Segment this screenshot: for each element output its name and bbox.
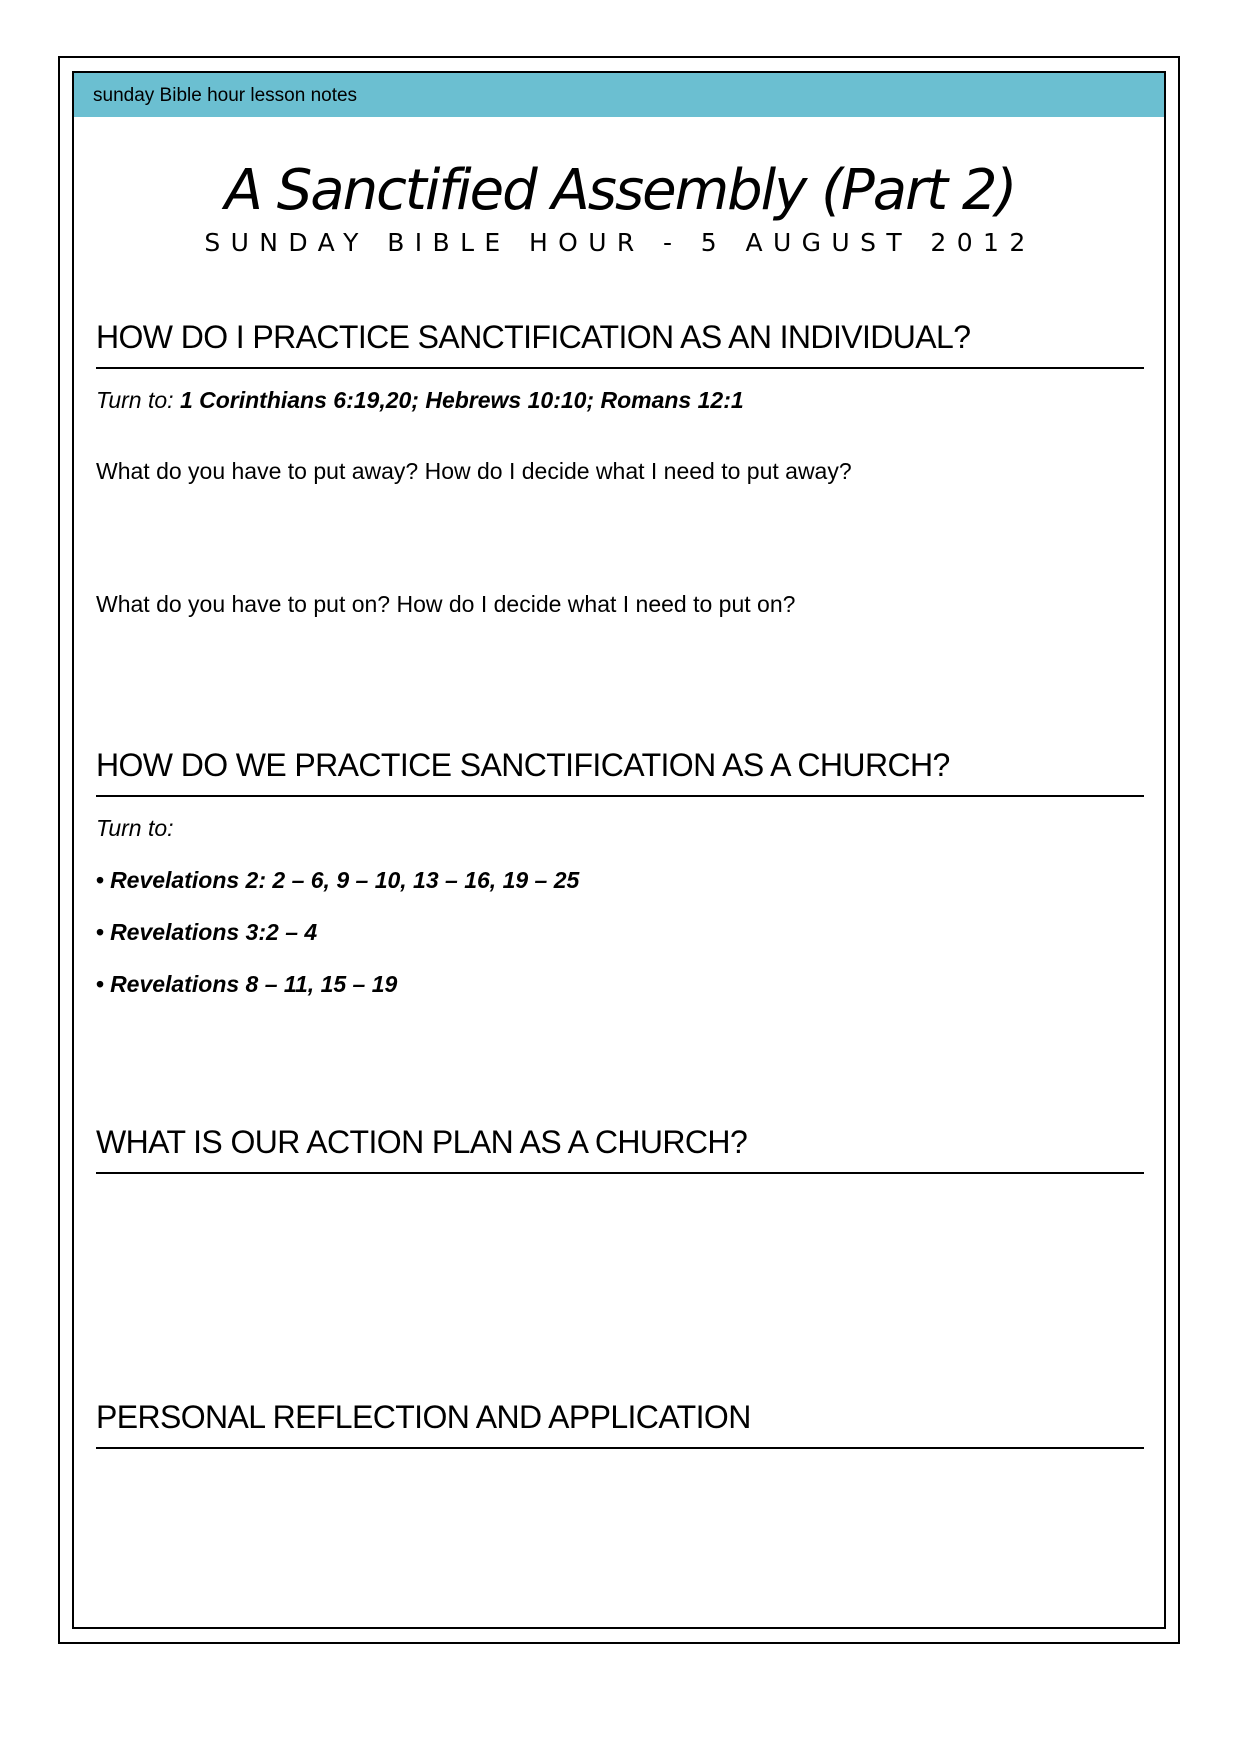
scripture-reference: Revelations 2: 2 – 6, 9 – 10, 13 – 16, 19 – 25 xyxy=(110,867,580,893)
page-title: A Sanctified Assembly (Part 2) xyxy=(224,158,1016,223)
bullet: • xyxy=(96,919,105,945)
section-rule xyxy=(96,795,1144,797)
question-put-away: What do you have to put away? How do I decide what I need to put away? xyxy=(96,458,852,484)
header-bar-label: sunday Bible hour lesson notes xyxy=(93,85,358,106)
scripture-references: 1 Corinthians 6:19,20; Hebrews 10:10; Romans 12:1 xyxy=(179,387,744,413)
list-item xyxy=(96,866,579,894)
scripture-reference: Revelations 8 – 11, 15 – 19 xyxy=(110,971,398,997)
section-rule xyxy=(96,1447,1144,1449)
list-item xyxy=(96,918,317,946)
section-heading-individual: HOW DO I PRACTICE SANCTIFICATION AS AN INDIVIDUAL? xyxy=(96,319,971,355)
section-heading-church: HOW DO WE PRACTICE SANCTIFICATION AS A CHURCH? xyxy=(96,747,950,783)
inner-page-border xyxy=(72,71,1166,1629)
bullet: • xyxy=(96,867,105,893)
list-item xyxy=(96,970,397,998)
header-bar xyxy=(74,73,1164,117)
scripture-reference: Revelations 3:2 – 4 xyxy=(110,919,318,945)
section-heading-personal-reflection: PERSONAL REFLECTION AND APPLICATION xyxy=(96,1399,751,1435)
page-subtitle: SUNDAY BIBLE HOUR - 5 AUGUST 2012 xyxy=(204,228,1036,257)
turn-to-line xyxy=(96,386,744,414)
section-heading-action-plan: WHAT IS OUR ACTION PLAN AS A CHURCH? xyxy=(96,1124,748,1160)
question-put-on: What do you have to put on? How do I decide what I need to put on? xyxy=(96,591,796,617)
turn-to-label: Turn to: xyxy=(96,815,174,841)
section-rule xyxy=(96,1172,1144,1174)
bullet: • xyxy=(96,971,105,997)
section-rule xyxy=(96,367,1144,369)
turn-to-label: Turn to: xyxy=(96,387,174,413)
